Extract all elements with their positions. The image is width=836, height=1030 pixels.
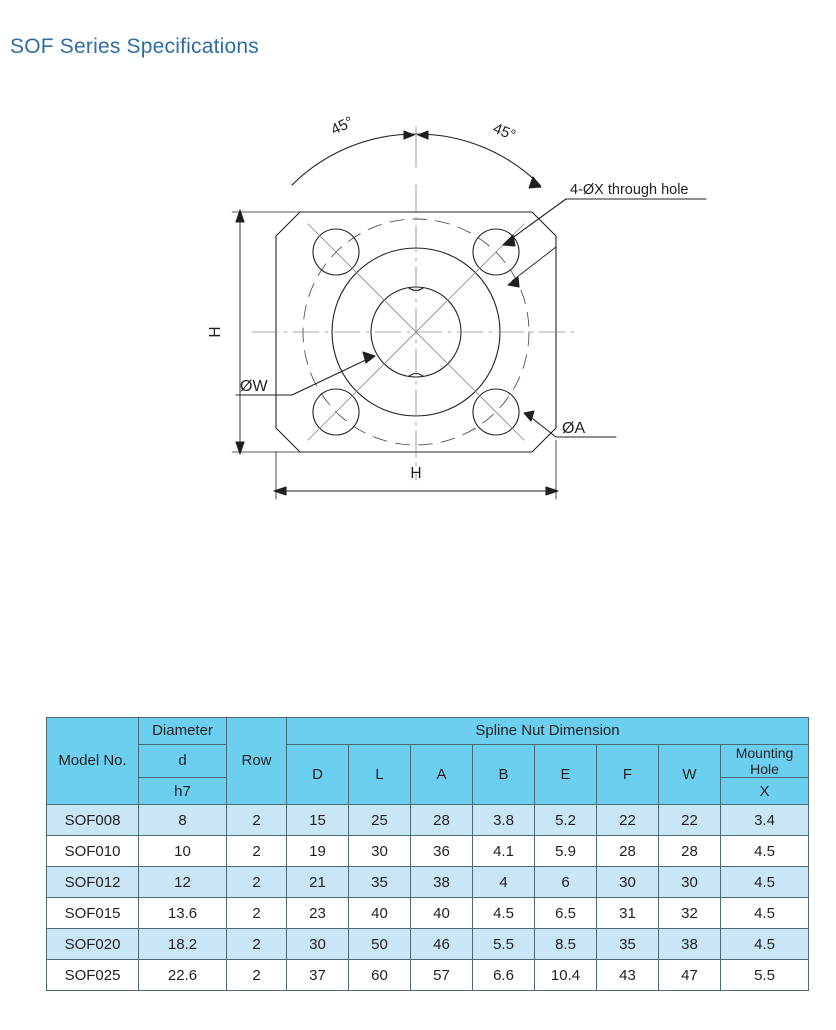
cell-W: 38 bbox=[659, 929, 721, 960]
angle-arc-right bbox=[416, 134, 540, 185]
header-col-L: L bbox=[349, 745, 411, 805]
mounting-hole-line-1: Mounting bbox=[735, 745, 794, 761]
table-row bbox=[47, 929, 809, 960]
cell-row: 2 bbox=[227, 867, 287, 898]
table-row bbox=[47, 805, 809, 836]
through-hole-leader-arrowhead bbox=[503, 235, 515, 246]
phi-w-leader-arrowhead bbox=[363, 352, 375, 363]
cell-L: 60 bbox=[349, 960, 411, 991]
cell-E: 5.9 bbox=[535, 836, 597, 867]
cell-model: SOF020 bbox=[47, 929, 139, 960]
cell-X: 4.5 bbox=[721, 836, 809, 867]
cell-row: 2 bbox=[227, 929, 287, 960]
cell-W: 47 bbox=[659, 960, 721, 991]
table-row bbox=[47, 867, 809, 898]
cell-W: 30 bbox=[659, 867, 721, 898]
cell-D: 19 bbox=[287, 836, 349, 867]
technical-drawing bbox=[0, 95, 836, 525]
table-row bbox=[47, 960, 809, 991]
cell-B: 5.5 bbox=[473, 929, 535, 960]
cell-row: 2 bbox=[227, 836, 287, 867]
cell-E: 6 bbox=[535, 867, 597, 898]
cell-F: 30 bbox=[597, 867, 659, 898]
page-title: SOF Series Specifications bbox=[10, 35, 259, 58]
cell-D: 21 bbox=[287, 867, 349, 898]
cell-F: 28 bbox=[597, 836, 659, 867]
header-col-D: D bbox=[287, 745, 349, 805]
header-diameter-h7: h7 bbox=[139, 778, 227, 805]
header-col-F: F bbox=[597, 745, 659, 805]
cell-X: 5.5 bbox=[721, 960, 809, 991]
cell-E: 6.5 bbox=[535, 898, 597, 929]
table-row bbox=[47, 836, 809, 867]
header-col-B: B bbox=[473, 745, 535, 805]
angle-arrow-right bbox=[418, 131, 428, 139]
header-col-A: A bbox=[411, 745, 473, 805]
cell-model: SOF010 bbox=[47, 836, 139, 867]
spec-table-container bbox=[46, 717, 808, 991]
cell-row: 2 bbox=[227, 898, 287, 929]
header-col-W: W bbox=[659, 745, 721, 805]
header-diameter-group: Diameter bbox=[139, 718, 227, 745]
cell-W: 32 bbox=[659, 898, 721, 929]
cell-B: 6.6 bbox=[473, 960, 535, 991]
cell-B: 3.8 bbox=[473, 805, 535, 836]
cell-E: 5.2 bbox=[535, 805, 597, 836]
cell-d: 12 bbox=[139, 867, 227, 898]
cell-d: 18.2 bbox=[139, 929, 227, 960]
header-mounting-hole-x: X bbox=[721, 778, 809, 805]
angle-arc-right-arrowhead bbox=[529, 177, 541, 188]
cell-B: 4 bbox=[473, 867, 535, 898]
cell-W: 22 bbox=[659, 805, 721, 836]
header-diameter-d: d bbox=[139, 745, 227, 778]
bolt-circle-leader-arrowhead bbox=[508, 277, 519, 287]
header-mounting-hole bbox=[721, 745, 809, 778]
angle-label-right: 45° bbox=[490, 119, 518, 145]
phi-a-leader-arrowhead bbox=[524, 411, 534, 421]
phi-a-label: ØA bbox=[562, 420, 586, 437]
sof-dimension-table bbox=[46, 717, 809, 991]
cell-D: 37 bbox=[287, 960, 349, 991]
cell-row: 2 bbox=[227, 960, 287, 991]
cell-D: 15 bbox=[287, 805, 349, 836]
cell-d: 13.6 bbox=[139, 898, 227, 929]
cell-A: 36 bbox=[411, 836, 473, 867]
cell-E: 8.5 bbox=[535, 929, 597, 960]
header-model-no: Model No. bbox=[47, 718, 139, 805]
cell-F: 43 bbox=[597, 960, 659, 991]
cell-row: 2 bbox=[227, 805, 287, 836]
cell-model: SOF015 bbox=[47, 898, 139, 929]
flange-front-view-svg bbox=[0, 95, 836, 525]
cell-L: 35 bbox=[349, 867, 411, 898]
cell-A: 40 bbox=[411, 898, 473, 929]
angle-arc-left bbox=[292, 134, 416, 185]
cell-F: 35 bbox=[597, 929, 659, 960]
cell-B: 4.1 bbox=[473, 836, 535, 867]
cell-W: 28 bbox=[659, 836, 721, 867]
cell-L: 40 bbox=[349, 898, 411, 929]
header-col-E: E bbox=[535, 745, 597, 805]
cell-L: 30 bbox=[349, 836, 411, 867]
dim-h-horizontal-label: H bbox=[410, 465, 422, 482]
cell-d: 10 bbox=[139, 836, 227, 867]
cell-D: 30 bbox=[287, 929, 349, 960]
cell-A: 28 bbox=[411, 805, 473, 836]
cell-model: SOF012 bbox=[47, 867, 139, 898]
angle-arrow-left bbox=[404, 131, 414, 139]
header-row-1 bbox=[47, 718, 809, 745]
cell-L: 50 bbox=[349, 929, 411, 960]
mounting-hole-line-2: Hole bbox=[750, 761, 779, 778]
cell-d: 8 bbox=[139, 805, 227, 836]
cell-A: 57 bbox=[411, 960, 473, 991]
cell-E: 10.4 bbox=[535, 960, 597, 991]
cell-d: 22.6 bbox=[139, 960, 227, 991]
header-spline-nut-dimension: Spline Nut Dimension bbox=[287, 718, 809, 745]
table-row bbox=[47, 898, 809, 929]
through-hole-leader-line bbox=[508, 199, 566, 241]
header-row-2 bbox=[47, 745, 809, 778]
through-hole-label: 4-ØX through hole bbox=[570, 182, 689, 198]
cell-X: 3.4 bbox=[721, 805, 809, 836]
cell-A: 38 bbox=[411, 867, 473, 898]
phi-w-label: ØW bbox=[240, 378, 268, 395]
cell-model: SOF008 bbox=[47, 805, 139, 836]
table-header bbox=[47, 718, 809, 805]
cell-L: 25 bbox=[349, 805, 411, 836]
cell-X: 4.5 bbox=[721, 929, 809, 960]
angle-label-left: 45° bbox=[328, 113, 357, 139]
header-row-count: Row bbox=[227, 718, 287, 805]
cell-B: 4.5 bbox=[473, 898, 535, 929]
cell-model: SOF025 bbox=[47, 960, 139, 991]
cell-F: 22 bbox=[597, 805, 659, 836]
cell-X: 4.5 bbox=[721, 898, 809, 929]
cell-F: 31 bbox=[597, 898, 659, 929]
dim-h-vertical-label: H bbox=[207, 326, 225, 338]
cell-X: 4.5 bbox=[721, 867, 809, 898]
cell-A: 46 bbox=[411, 929, 473, 960]
cell-D: 23 bbox=[287, 898, 349, 929]
table-body bbox=[47, 805, 809, 991]
